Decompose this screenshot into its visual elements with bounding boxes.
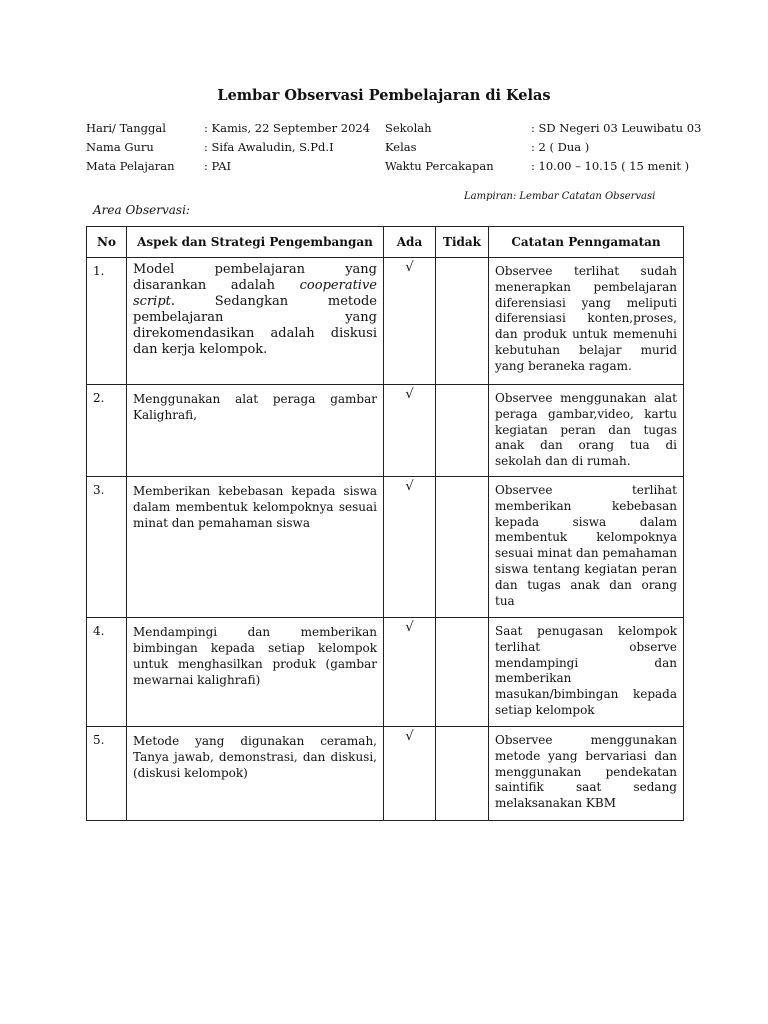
info-label: Sekolah xyxy=(385,121,432,135)
observation-table xyxy=(86,226,684,821)
row-note: Observee terlihat memberikan kebebasan kepada siswa dalam membentuk kelompoknya sesuai minat dan pemahaman siswa tentang kegiatan peran dan tugas anak dan orang tua xyxy=(489,477,684,618)
row-aspect: Menggunakan alat peraga gambar Kalighrafi, xyxy=(127,385,384,477)
tidak-cell xyxy=(436,618,489,727)
column-header-ada: Ada xyxy=(384,227,436,258)
aspect-emphasis: cooperative script xyxy=(133,278,377,309)
area-observation-label: Area Observasi: xyxy=(93,203,190,217)
table-row xyxy=(87,727,684,821)
aspect-text: Model pembelajaran yang disarankan adalah xyxy=(133,262,377,293)
column-header-aspect: Aspek dan Strategi Pengembangan xyxy=(127,227,384,258)
header-info-table xyxy=(86,121,701,178)
row-number: 1. xyxy=(87,258,127,385)
aspect-text: . Sedangkan metode pembelajaran yang direkomendasikan adalah diskusi dan kerja kelompok. xyxy=(133,294,377,357)
table-row xyxy=(87,258,684,385)
table-header-row xyxy=(87,227,684,258)
row-number: 5. xyxy=(87,727,127,821)
table-row xyxy=(87,385,684,477)
ada-check: √ xyxy=(384,618,436,727)
info-label: Nama Guru xyxy=(86,140,154,154)
row-number: 2. xyxy=(87,385,127,477)
ada-check: √ xyxy=(384,727,436,821)
column-header-no: No xyxy=(87,227,127,258)
info-value: : 2 ( Dua ) xyxy=(531,140,590,154)
row-number: 3. xyxy=(87,477,127,618)
tidak-cell xyxy=(436,477,489,618)
info-row-date xyxy=(86,121,701,140)
row-aspect xyxy=(127,258,384,385)
column-header-notes: Catatan Penngamatan xyxy=(489,227,684,258)
row-note: Observee terlihat sudah menerapkan pembelajaran diferensiasi yang meliputi diferensiasi konten,proses, dan produk untuk memenuhi kebutuhan belajar murid yang beraneka ragam. xyxy=(489,258,684,385)
info-value: : 10.00 – 10.15 ( 15 menit ) xyxy=(531,159,690,173)
info-label: Waktu Percakapan xyxy=(385,159,494,173)
table-row xyxy=(87,618,684,727)
row-number: 4. xyxy=(87,618,127,727)
info-row-subject xyxy=(86,159,701,178)
info-label: Kelas xyxy=(385,140,417,154)
page-title: Lembar Observasi Pembelajaran di Kelas xyxy=(217,87,551,104)
info-value: : PAI xyxy=(204,159,232,173)
info-value: : Sifa Awaludin, S.Pd.I xyxy=(204,140,334,154)
info-value: : SD Negeri 03 Leuwibatu 03 xyxy=(531,121,702,135)
info-value: : Kamis, 22 September 2024 xyxy=(204,121,371,135)
row-aspect: Memberikan kebebasan kepada siswa dalam membentuk kelompoknya sesuai minat dan pemahaman siswa xyxy=(127,477,384,618)
tidak-cell xyxy=(436,727,489,821)
table-row xyxy=(87,477,684,618)
ada-check: √ xyxy=(384,477,436,618)
info-label: Mata Pelajaran xyxy=(86,159,175,173)
column-header-tidak: Tidak xyxy=(436,227,489,258)
ada-check: √ xyxy=(384,258,436,385)
attachment-note: Lampiran: Lembar Catatan Observasi xyxy=(464,191,656,202)
info-row-teacher xyxy=(86,140,701,159)
row-note: Saat penugasan kelompok terlihat observe mendampingi dan memberikan masukan/bimbingan kepada setiap kelompok xyxy=(489,618,684,727)
row-aspect: Mendampingi dan memberikan bimbingan kepada setiap kelompok untuk menghasilkan produk (gambar mewarnai kalighrafi) xyxy=(127,618,384,727)
ada-check: √ xyxy=(384,385,436,477)
row-aspect: Metode yang digunakan ceramah, Tanya jawab, demonstrasi, dan diskusi, (diskusi kelompok) xyxy=(127,727,384,821)
tidak-cell xyxy=(436,385,489,477)
row-note: Observee menggunakan alat peraga gambar,video, kartu kegiatan peran dan tugas anak dan orang tua di sekolah dan di rumah. xyxy=(489,385,684,477)
row-note: Observee menggunakan metode yang bervariasi dan menggunakan pendekatan saintifik saat sedang melaksanakan KBM xyxy=(489,727,684,821)
info-label: Hari/ Tanggal xyxy=(86,121,166,135)
tidak-cell xyxy=(436,258,489,385)
